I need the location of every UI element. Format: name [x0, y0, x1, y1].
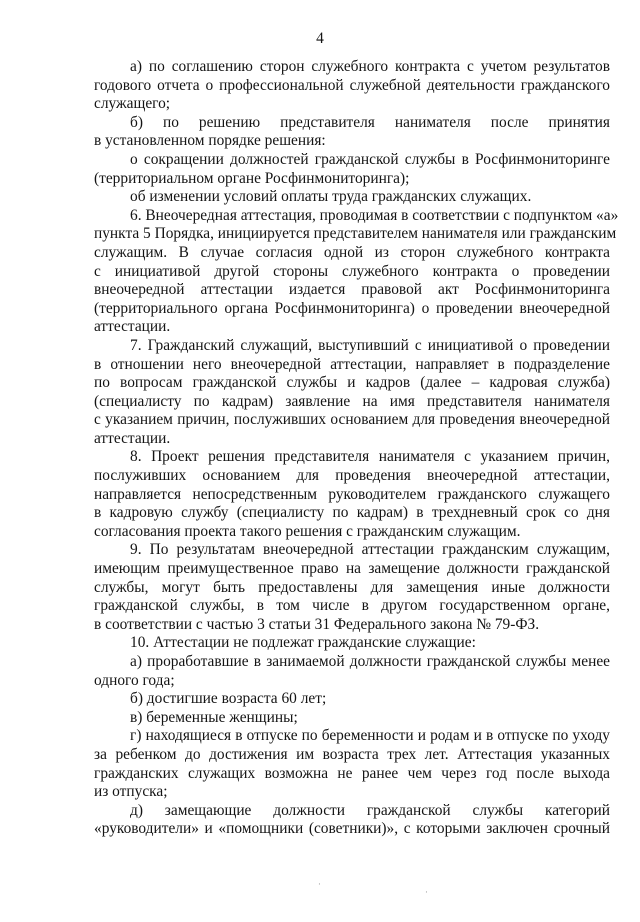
text-line: в соответствии с частью 3 статьи 31 Федерального закона № 79-ФЗ.: [94, 615, 540, 633]
text-line: 10. Аттестации не подлежат гражданские служащие:: [130, 634, 476, 652]
text-line: аттестации.: [94, 318, 171, 336]
text-line: гражданских служащих возможна не ранее чем через год после выхода: [94, 764, 610, 782]
text-line: по вопросам гражданской службы и кадров (далее – кадровая служба): [94, 374, 610, 392]
text-line: 7. Гражданский служащий, выступивший с инициативой о проведении: [130, 336, 610, 354]
text-line: одного года;: [94, 671, 175, 689]
text-line: имеющим преимущественное право на замещение должности гражданской: [94, 560, 610, 578]
page-number: 4: [316, 30, 324, 47]
text-line: а) проработавшие в занимаемой должности гражданской службы менее: [130, 653, 610, 670]
text-line: (специалисту по кадрам) заявление на имя представителя нанимателя: [94, 392, 610, 410]
text-line: послуживших основанием для проведения внеочередной аттестации,: [94, 467, 610, 485]
text-line: из отпуска;: [94, 783, 168, 801]
document-body: [94, 58, 619, 839]
text-line: с инициативой другой стороны служебного контракта о проведении: [94, 262, 610, 280]
text-line: в отношении него внеочередной аттестации, направляет в подразделение: [94, 355, 610, 373]
text-line: д) замещающие должности гражданской службы категорий: [130, 801, 610, 819]
scan-mark: ·: [425, 888, 428, 898]
text-line: 6. Внеочередная аттестация, проводимая в соответствии с подпунктом «а»: [130, 206, 619, 224]
text-line: годового отчета о профессиональной служебной деятельности гражданского: [94, 76, 610, 94]
text-line: с указанием причин, послуживших основанием для проведения внеочередной: [94, 411, 610, 429]
text-line: о сокращении должностей гражданской службы в Росфинмониторинге: [130, 150, 610, 168]
text-line: г) находящиеся в отпуске по беременности и родам и в отпуске по уходу: [130, 727, 610, 745]
text-line: направляется непосредственным руководителем гражданского служащего: [94, 485, 610, 503]
scan-mark: ·: [318, 880, 321, 890]
text-line: об изменении условий оплаты труда гражданских служащих.: [130, 188, 532, 206]
text-line: службы, могут быть предоставлены для замещения иные должности: [94, 578, 610, 596]
text-line: а) по соглашению сторон служебного контракта с учетом результатов: [130, 58, 610, 75]
text-line: гражданской службы, в том числе в другом государственном органе,: [94, 597, 610, 615]
text-line: б) по решению представителя нанимателя после принятия: [130, 113, 610, 131]
text-line: служащим. В случае согласия одной из сторон служебного контракта: [94, 243, 610, 261]
text-line: в) беременные женщины;: [130, 708, 298, 726]
text-line: (территориального органа Росфинмониторинга) о проведении внеочередной: [94, 299, 610, 317]
text-line: внеочередной аттестации издается правовой акт Росфинмониторинга: [94, 281, 610, 299]
text-line: б) достигшие возраста 60 лет;: [130, 690, 327, 708]
text-line: за ребенком до достижения им возраста трех лет. Аттестация указанных: [94, 745, 610, 763]
text-line: в установленном порядке решения:: [94, 132, 326, 150]
text-line: аттестации.: [94, 429, 171, 447]
text-line: в кадровую службу (специалисту по кадрам) в трехдневный срок со дня: [94, 504, 610, 522]
text-line: служащего;: [94, 95, 171, 113]
text-line: 8. Проект решения представителя нанимателя с указанием причин,: [130, 448, 610, 466]
text-line: пункта 5 Порядка, инициируется представителем нанимателя или гражданским: [94, 225, 617, 243]
text-line: (территориальном органе Росфинмониторинга);: [94, 169, 410, 187]
text-line: согласования проекта такого решения с гражданским служащим.: [94, 522, 521, 540]
text-line: «руководители» и «помощники (советники)», с которыми заключен срочный: [94, 820, 610, 838]
text-line: 9. По результатам внеочередной аттестации гражданским служащим,: [130, 541, 610, 559]
